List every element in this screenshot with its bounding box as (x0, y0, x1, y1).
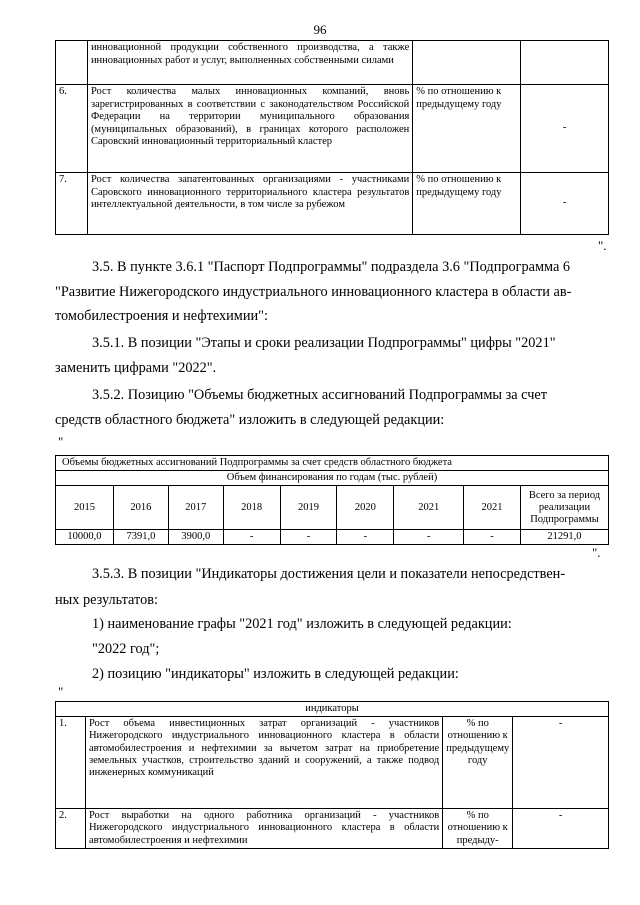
paragraph-3-5-line2: "Развитие Нижегородского индустриального инновационного кластера в области ав- (55, 284, 572, 300)
row-unit: % по отношению к предыдущему году (443, 717, 513, 809)
closing-quote: ". (592, 545, 601, 560)
value-cell: - (223, 530, 280, 545)
row-value: - (521, 173, 609, 235)
closing-quote: ". (598, 238, 607, 253)
row-text: Рост выработки на одного работника организаций - участников Нижегородского индустриального инновационного кластера в области автомобилестроения и нефтехимии (85, 809, 442, 849)
value-cell: - (337, 530, 394, 545)
paragraph-new-name: "2022 год"; (92, 641, 160, 657)
paragraph-3-5-1-line2: заменить цифрами "2022". (55, 360, 217, 376)
paragraph-item-1: 1) наименование графы "2021 год" изложить в следующей редакции: (92, 616, 512, 632)
opening-quote: " (58, 684, 64, 699)
table-row (56, 809, 609, 849)
value-cell: 7391,0 (113, 530, 168, 545)
table-row (56, 530, 609, 545)
table-row (56, 173, 609, 235)
row-unit (413, 41, 521, 85)
row-text: Рост объема инвестиционных затрат организаций - участников Нижегородского индустриального инновационного кластера в области автомобилестроения и нефтехимии за вычетом затрат на приобретение земельных участков, строительство зданий и сооружений, а также подвод инженерных коммуникаций (85, 717, 442, 809)
budget-table-title: Объемы бюджетных ассигнований Подпрограммы за счет средств областного бюджета (56, 456, 609, 471)
value-cell: - (394, 530, 464, 545)
row-unit: % по отношению к предыдущему году (413, 85, 521, 173)
paragraph-3-5-3-line2: ных результатов: (55, 592, 158, 608)
row-text: Рост количества малых инновационных компаний, вновь зарегистрированных в соответствии с законодательством Российской Федерации на территории муниципального образования (муниципальных образований), в границах которого расположен Саровский инновационный территориальный кластер (87, 85, 412, 173)
paragraph-3-5-line3: томобилестроения и нефтехимии": (55, 308, 268, 324)
budget-table-subtitle: Объем финансирования по годам (тыс. рублей) (56, 471, 609, 486)
row-number: 7. (56, 173, 88, 235)
row-value: - (513, 717, 609, 809)
value-cell: - (280, 530, 337, 545)
total-value-cell: 21291,0 (520, 530, 608, 545)
table-row (56, 456, 609, 471)
page-number: 96 (313, 22, 327, 37)
row-unit: % по отношению к предыду- (443, 809, 513, 849)
paragraph-3-5-line1: 3.5. В пункте 3.6.1 "Паспорт Подпрограммы" подраздела 3.6 "Подпрограмма 6 (92, 259, 571, 275)
budget-table (55, 455, 609, 545)
indicators-header: индикаторы (56, 702, 609, 717)
indicators-table-continued (55, 40, 609, 235)
row-unit: % по отношению к предыдущему году (413, 173, 521, 235)
table-row (56, 486, 609, 530)
row-number: 1. (56, 717, 86, 809)
year-cell: 2020 (337, 486, 394, 530)
table-row (56, 85, 609, 173)
table-row (56, 41, 609, 85)
row-text: Рост количества запатентованных организациями - участниками Саровского инновационного территориального кластера результатов интеллектуальной деятельности, в том числе за рубежом (87, 173, 412, 235)
indicators-table (55, 701, 609, 849)
year-cell: 2017 (168, 486, 223, 530)
year-cell: 2018 (223, 486, 280, 530)
total-label-cell: Всего за период реализации Подпрограммы (520, 486, 608, 530)
value-cell: - (464, 530, 521, 545)
paragraph-3-5-2-line1: 3.5.2. Позицию "Объемы бюджетных ассигнований Подпрограммы за счет (92, 387, 547, 403)
row-value: - (521, 85, 609, 173)
row-text: инновационной продукции собственного производства, а также инновационных работ и услуг, выполненных собственными силами (87, 41, 412, 85)
row-number: 6. (56, 85, 88, 173)
table-row (56, 702, 609, 717)
row-value (521, 41, 609, 85)
paragraph-item-2: 2) позицию "индикаторы" изложить в следующей редакции: (92, 666, 459, 682)
value-cell: 10000,0 (56, 530, 114, 545)
paragraph-3-5-1-line1: 3.5.1. В позиции "Этапы и сроки реализации Подпрограммы" цифры "2021" (92, 335, 556, 351)
year-cell: 2016 (113, 486, 168, 530)
row-number (56, 41, 88, 85)
table-row (56, 717, 609, 809)
paragraph-3-5-3-line1: 3.5.3. В позиции "Индикаторы достижения цели и показатели непосредствен- (92, 566, 566, 582)
year-cell: 2021 (464, 486, 521, 530)
paragraph-3-5-2-line2: средств областного бюджета" изложить в следующей редакции: (55, 412, 445, 428)
row-value: - (513, 809, 609, 849)
year-cell: 2021 (394, 486, 464, 530)
opening-quote: " (58, 434, 64, 449)
table-row (56, 471, 609, 486)
year-cell: 2019 (280, 486, 337, 530)
value-cell: 3900,0 (168, 530, 223, 545)
year-cell: 2015 (56, 486, 114, 530)
row-number: 2. (56, 809, 86, 849)
